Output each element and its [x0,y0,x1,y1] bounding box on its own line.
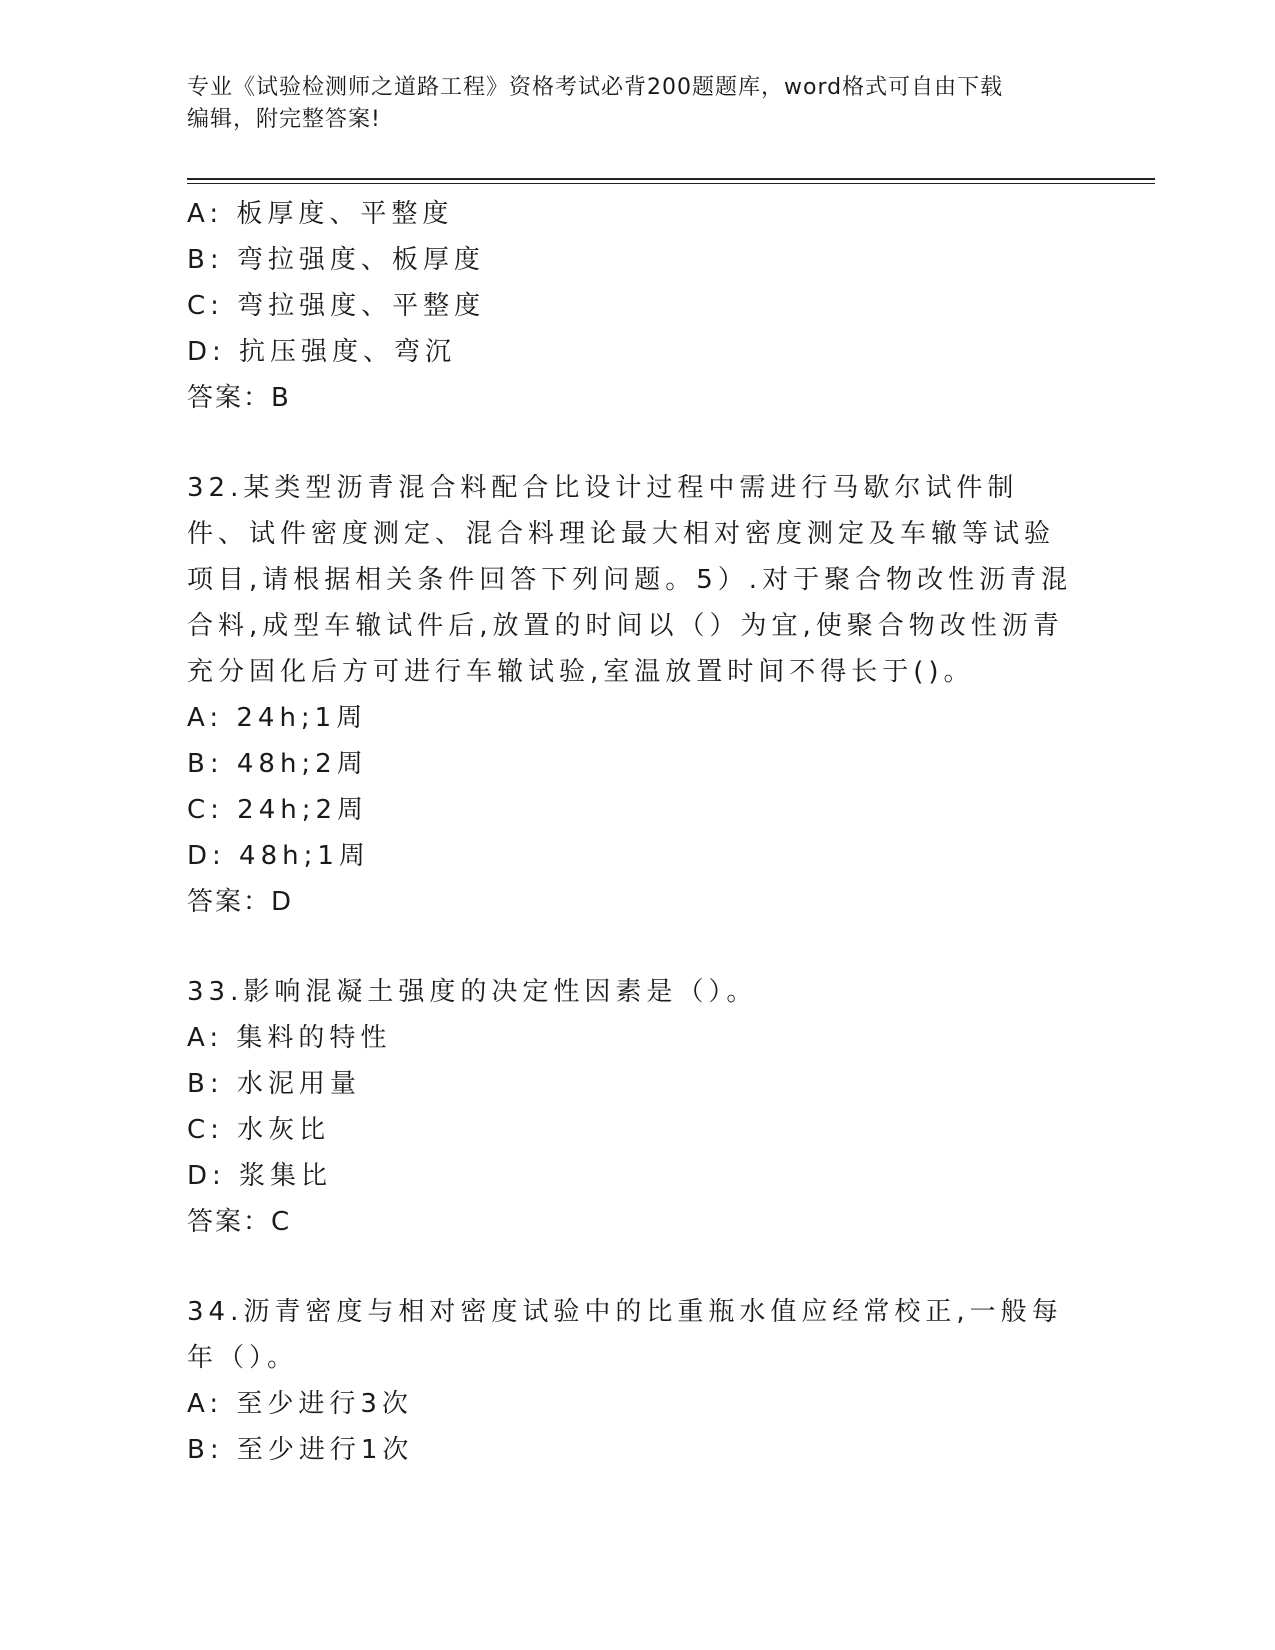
header-line-1: 专业《试验检测师之道路工程》资格考试必背200题题库，word格式可自由下载 [187,75,1004,100]
spacer [187,925,1087,969]
header-divider-thin [187,183,1155,184]
question-block-33 [187,969,1087,1245]
option-d: D: 抗压强度、弯沉 [187,337,457,367]
document-header [187,72,1067,136]
spacer [187,421,1087,465]
question-text: 32.某类型沥青混合料配合比设计过程中需进行马歇尔试件制件、试件密度测定、混合料理论最大相对密度测定及车辙等试验项目,请根据相关条件回答下列问题。5）.对于聚合物改性沥青混合料,成型车辙试件后,放置的时间以（）为宜,使聚合物改性沥青充分固化后方可进行车辙试验,室温放置时间不得长于()。 [187,473,1073,687]
header-line-2: 编辑，附完整答案! [187,107,381,132]
option-c: C: 水灰比 [187,1115,331,1145]
answer-line: 答案：B [187,383,291,413]
option-a: A: 至少进行3次 [187,1389,413,1419]
spacer [187,1245,1087,1289]
question-block-32 [187,465,1087,925]
option-b: B: 水泥用量 [187,1069,361,1099]
option-b: B: 至少进行1次 [187,1435,414,1465]
option-a: A: 集料的特性 [187,1023,392,1053]
question-text: 34.沥青密度与相对密度试验中的比重瓶水值应经常校正,一般每年（）。 [187,1297,1063,1373]
question-list [187,191,1087,1473]
question-block-34 [187,1289,1087,1473]
answer-line: 答案：D [187,887,294,917]
option-b: B: 48h;2周 [187,749,368,779]
header-divider-thick [187,178,1155,180]
option-c: C: 24h;2周 [187,795,369,825]
option-a: A: 板厚度、平整度 [187,199,454,229]
question-text: 33.影响混凝土强度的决定性因素是（）。 [187,977,758,1007]
option-b: B: 弯拉强度、板厚度 [187,245,485,275]
answer-line: 答案：C [187,1207,292,1237]
question-block-prev [187,191,1087,421]
option-c: C: 弯拉强度、平整度 [187,291,486,321]
option-a: A: 24h;1周 [187,703,368,733]
option-d: D: 48h;1周 [187,841,370,871]
option-d: D: 浆集比 [187,1161,333,1191]
